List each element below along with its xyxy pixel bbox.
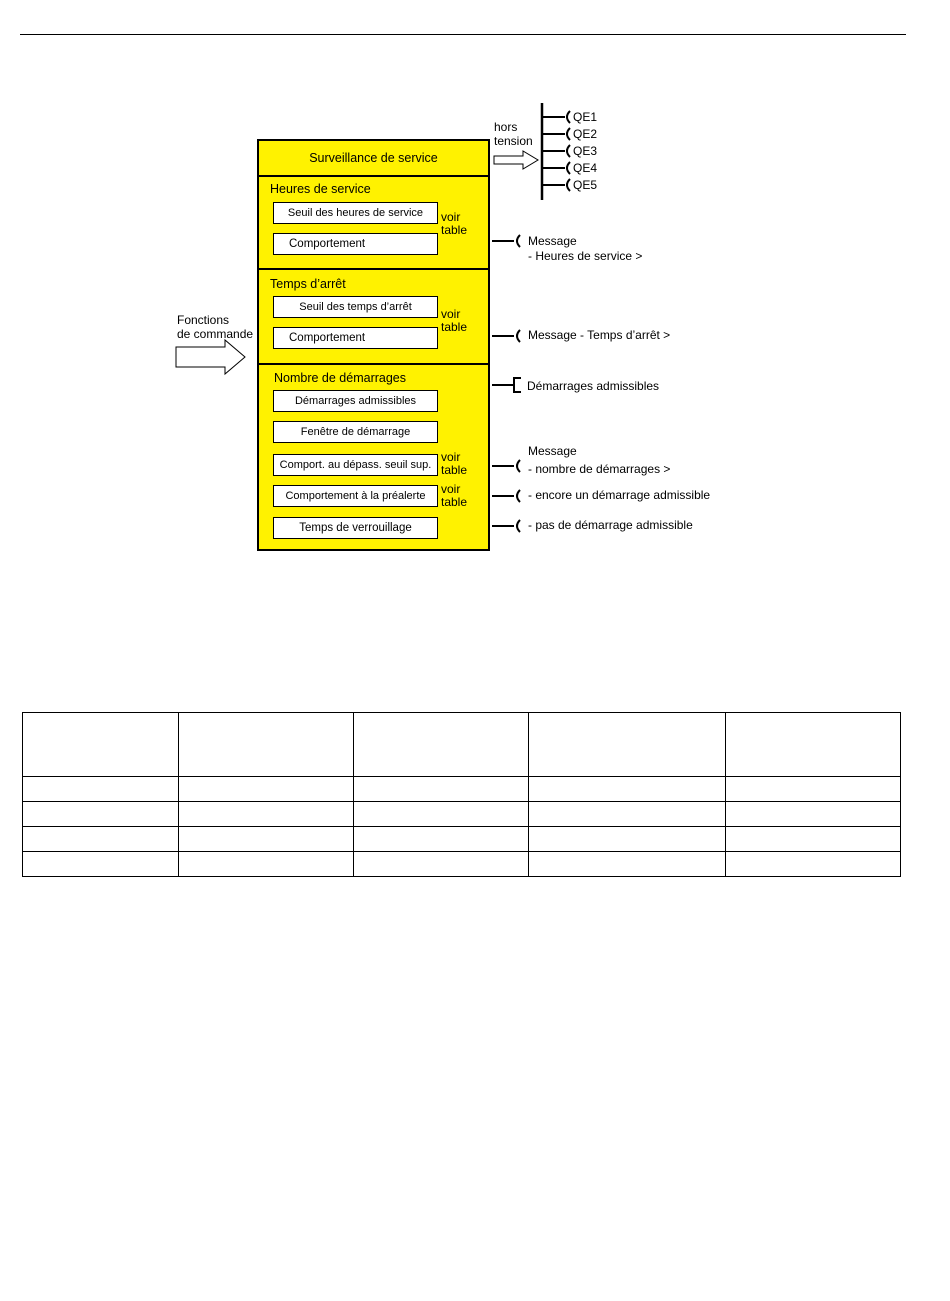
- see-table-comport-1: voir: [441, 450, 461, 464]
- see-table-prealerte-2: table: [441, 495, 468, 509]
- output-label-line2: tension: [494, 134, 533, 148]
- see-table-heures-2: table: [441, 223, 468, 237]
- table-cell: [354, 827, 529, 852]
- section-title: Nombre de démarrages: [274, 371, 407, 385]
- table-cell: [179, 852, 354, 877]
- table-cell: [23, 777, 179, 802]
- table-cell: [179, 713, 354, 777]
- output-demarrages-admissibles: Démarrages admissibles: [527, 379, 660, 393]
- output-qe4: QE4: [573, 161, 598, 175]
- table-cell: [726, 777, 901, 802]
- box-temps-verrouillage: Temps de verrouillage: [273, 517, 438, 539]
- table-row: [23, 802, 901, 827]
- table-row: [23, 827, 901, 852]
- table-cell: [354, 777, 529, 802]
- table-cell: [23, 852, 179, 877]
- see-table-prealerte-1: voir: [441, 482, 461, 496]
- table-cell: [726, 852, 901, 877]
- message-connectors: [492, 235, 521, 532]
- table-cell: [354, 802, 529, 827]
- box-seuil-heures: Seuil des heures de service: [273, 202, 438, 224]
- table-cell: [529, 777, 726, 802]
- table-cell: [23, 827, 179, 852]
- table-row: [23, 777, 901, 802]
- table-cell: [726, 827, 901, 852]
- table-row: [23, 713, 901, 777]
- table-cell: [354, 713, 529, 777]
- message-encore-un-demarrage: - encore un démarrage admissible: [528, 488, 711, 502]
- box-seuil-temps-arret: Seuil des temps d’arrêt: [273, 296, 438, 318]
- input-label-line2: de commande: [177, 327, 254, 341]
- box-comport-depass-seuil: Comport. au dépass. seuil sup.: [273, 454, 438, 476]
- box-demarrages-admissibles: Démarrages admissibles: [273, 390, 438, 412]
- table-cell: [179, 827, 354, 852]
- table-row: [23, 852, 901, 877]
- output-qe2: QE2: [573, 127, 598, 141]
- output-qe1: QE1: [573, 110, 598, 124]
- message-demarrages-line1: Message: [528, 444, 577, 458]
- empty-table: [22, 712, 901, 877]
- input-arrow: [176, 340, 245, 374]
- section-title: Heures de service: [270, 182, 371, 196]
- table-cell: [529, 827, 726, 852]
- section-title: Temps d’arrêt: [270, 277, 346, 291]
- message-pas-de-demarrage: - pas de démarrage admissible: [528, 518, 693, 532]
- see-table-comport-2: table: [441, 463, 468, 477]
- qe-connectors: [542, 111, 570, 191]
- see-table-arret-1: voir: [441, 307, 461, 321]
- output-qe5: QE5: [573, 178, 598, 192]
- message-heures-line1: Message: [528, 234, 577, 248]
- table-cell: [529, 802, 726, 827]
- message-demarrages-line2: - nombre de démarrages >: [528, 462, 671, 476]
- table-cell: [179, 802, 354, 827]
- box-fenetre-demarrage: Fenêtre de démarrage: [273, 421, 438, 443]
- output-label-line1: hors: [494, 120, 518, 134]
- table-cell: [23, 713, 179, 777]
- output-qe3: QE3: [573, 144, 598, 158]
- box-comportement-arret: Comportement: [273, 327, 438, 349]
- table-cell: [179, 777, 354, 802]
- box-comportement-prealerte: Comportement à la préalerte: [273, 485, 438, 507]
- table-cell: [23, 802, 179, 827]
- output-arrow: [494, 151, 538, 169]
- table-cell: [529, 852, 726, 877]
- see-table-arret-2: table: [441, 320, 468, 334]
- table-cell: [726, 802, 901, 827]
- table-cell: [354, 852, 529, 877]
- table-cell: [726, 713, 901, 777]
- header-block: Surveillance de service: [257, 139, 490, 177]
- table-cell: [529, 713, 726, 777]
- box-comportement-heures: Comportement: [273, 233, 438, 255]
- message-heures-line2: - Heures de service >: [528, 249, 643, 263]
- see-table-heures-1: voir: [441, 210, 461, 224]
- message-temps-arret: Message - Temps d’arrêt >: [528, 328, 671, 342]
- input-label-line1: Fonctions: [177, 313, 230, 327]
